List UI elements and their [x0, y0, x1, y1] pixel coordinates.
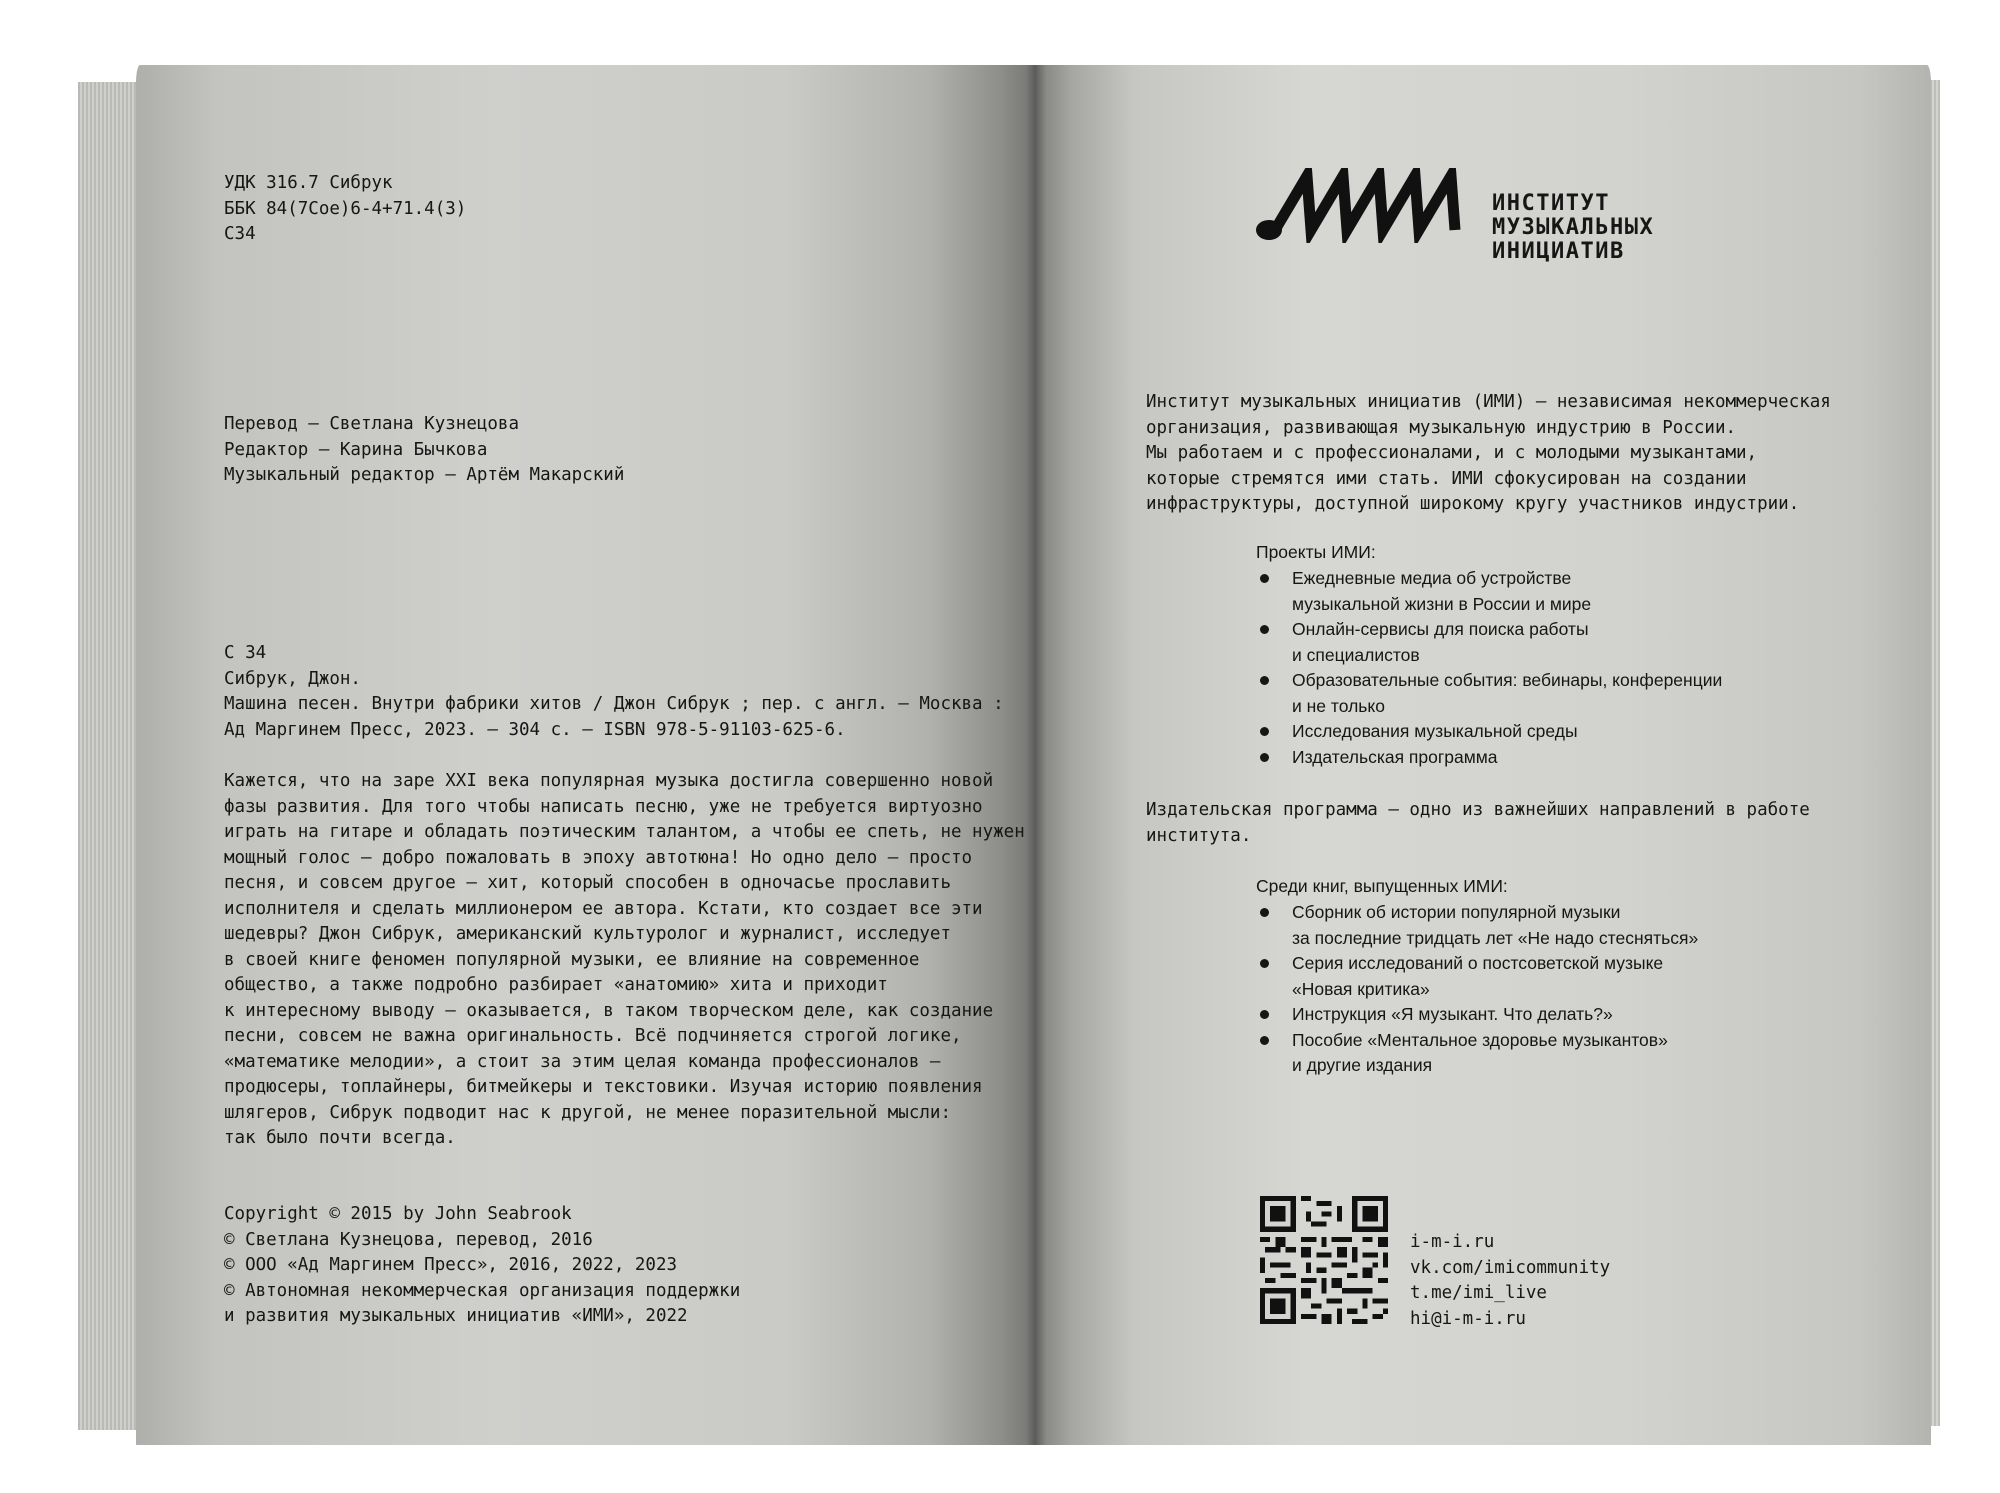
project-item-text: Онлайн-сервисы для поиска работы и специалистов [1292, 619, 1589, 665]
project-item [1256, 745, 1722, 771]
project-item [1256, 668, 1722, 719]
book-item [1256, 1002, 1698, 1028]
credits-block: Перевод — Светлана Кузнецова Редактор — Карина Бычкова Музыкальный редактор — Артём Макарский [224, 414, 625, 485]
bullet-icon [1260, 727, 1269, 736]
project-item [1256, 566, 1722, 617]
project-item-text: Издательская программа [1292, 746, 1498, 767]
book-item-text: Пособие «Ментальное здоровье музыкантов» и другие издания [1292, 1029, 1668, 1075]
bullet-icon [1260, 959, 1269, 968]
imi-logo-text: ИНСТИТУТ МУЗЫКАЛЬНЫХ ИНИЦИАТИВ [1492, 191, 1655, 264]
bullet-icon [1260, 753, 1269, 762]
bullet-icon [1260, 1036, 1269, 1045]
catalog-record: С 34 Сибрук, Джон. Машина песен. Внутри фабрики хитов / Джон Сибрук ; пер. с англ. — Москва : Ад Маргинем Пресс, 2023. — 304 с. — ISBN 978-5-91103-625-6. [224, 643, 1004, 740]
book-item-text: Инструкция «Я музыкант. Что делать?» [1292, 1004, 1613, 1024]
book-annotation: Кажется, что на заре XXI века популярная музыка достигла совершенно новой фазы развития. Для того чтобы написать песню, уже не требуется виртуозно играть на гитаре и обладать поэтическим талантом, а чтобы ее спеть, не нужен мощный голос — добро пожаловать в эпоху автотюна! Но одно дело — просто песня, и совсем другое — хит, который способен в одночасье прославить исполнителя и сделать миллионером ее автора. Кстати, кто создает все эти шедевры? Джон Сибрук, американский культуролог и журналист, исследует в своей книге феномен популярной музыки, ее влияние на современное общество, а также подробно разбирает «анатомию» хита и приходит к интересному выводу — оказывается, в таком творческом деле, как создание песни, совсем не важна оригинальность. Всё подчиняется строгой логике, «математике мелодии», а стоит за этим целая команда профессионалов — продюсеры, топлайнеры, битмейкеры и текстовики. Изучая историю появления шлягеров, Сибрук подводит нас к другой, не менее поразительной мысли: так было почти всегда. [224, 771, 1025, 1148]
book-item-text: Серия исследований о постсоветской музыке «Новая критика» [1292, 953, 1664, 999]
imi-intro: Институт музыкальных инициатив (ИМИ) — независимая некоммерческая организация, развивающая музыкальную индустрию в России. Мы работаем и с профессионалами, и с молодыми музыкантами, которые стремятся ими стать. ИМИ сфокусирован на создании инфраструктуры, доступной широкому кругу участников индустрии. [1146, 392, 1831, 514]
book-gutter [1026, 65, 1046, 1445]
bullet-icon [1260, 676, 1269, 685]
bullet-icon [1260, 574, 1269, 583]
imi-monogram-logo [1255, 168, 1477, 243]
projects-list [1256, 566, 1722, 770]
copyright-block: Copyright © 2015 by John Seabrook © Светлана Кузнецова, перевод, 2016 © ООО «Ад Маргинем Пресс», 2016, 2022, 2023 © Автономная некоммерческая организация поддержки и развития музыкальных инициатив «ИМИ», 2022 [224, 1204, 741, 1326]
project-item [1256, 719, 1722, 745]
projects-title: Проекты ИМИ: [1256, 542, 1376, 562]
qr-code-icon [1260, 1196, 1388, 1324]
contact-links: i-m-i.ru vk.com/imicommunity t.me/imi_live hi@i-m-i.ru [1410, 1232, 1611, 1329]
classification-codes: УДК 316.7 Сибрук ББК 84(7Сое)6-4+71.4(3) С34 [224, 173, 467, 244]
publishing-note: Издательская программа — одно из важнейших направлений в работе института. [1146, 800, 1810, 846]
project-item-text: Исследования музыкальной среды [1292, 721, 1578, 741]
book-item [1256, 1028, 1698, 1079]
book-item [1256, 900, 1698, 951]
bullet-icon [1260, 1010, 1269, 1019]
book-item-text: Сборник об истории популярной музыки за последние тридцать лет «Не надо стесняться» [1292, 902, 1699, 948]
books-title: Среди книг, выпущенных ИМИ: [1256, 876, 1508, 896]
project-item-text: Образовательные события: вебинары, конференции и не только [1292, 670, 1723, 716]
bullet-icon [1260, 625, 1269, 634]
project-item-text: Ежедневные медиа об устройстве музыкальной жизни в России и мире [1292, 568, 1592, 614]
bullet-icon [1260, 908, 1269, 917]
book-item [1256, 951, 1698, 1002]
books-list [1256, 900, 1698, 1079]
page-block-edge-left [78, 82, 140, 1430]
project-item [1256, 617, 1722, 668]
